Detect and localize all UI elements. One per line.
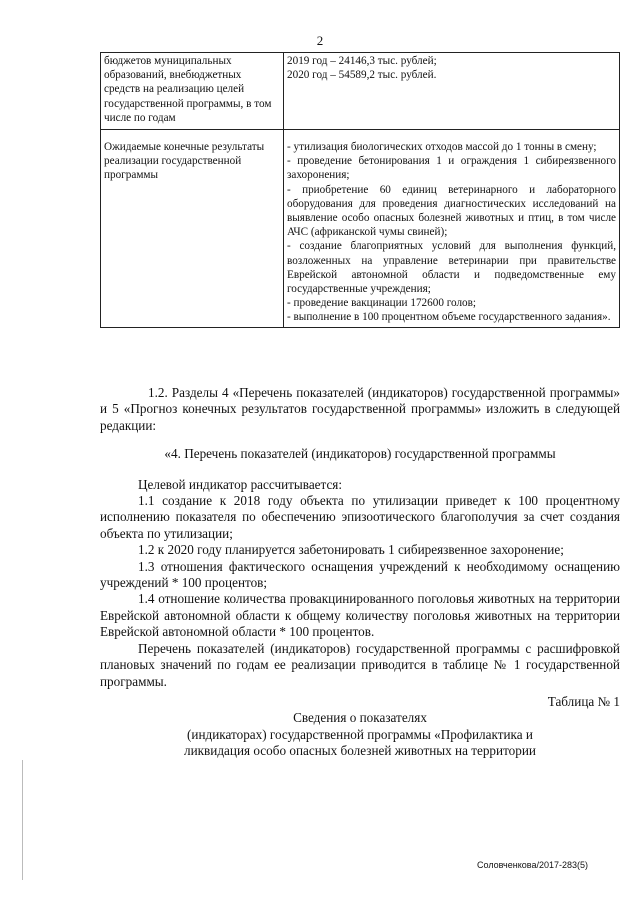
table-title-line: Сведения о показателях [293, 710, 427, 726]
document-body [100, 385, 620, 760]
target-intro: Целевой индикатор рассчитывается: [138, 476, 343, 492]
row-label: бюджетов муниципальных образований, внебюджетных средств на реализацию целей государственной программы, в том числе по годам [101, 53, 284, 130]
table-title-line: ликвидация особо опасных болезней животных на территории [184, 743, 536, 759]
section-heading: «4. Перечень показателей (индикаторов) государственной программы [164, 446, 556, 462]
funding-line: 2020 год – 54589,2 тыс. рублей. [287, 69, 437, 82]
row-label: Ожидаемые конечные результаты реализации государственной программы [101, 130, 284, 328]
result-item: - утилизация биологических отходов массой до 1 тонны в смену; [287, 141, 597, 153]
intro-paragraph: 1.2. Разделы 4 «Перечень показателей (индикаторов) государственной программы» и 5 «Прогноз конечных результатов государственной программы» изложить в следующей редакции: [100, 385, 620, 433]
indicator-item: 1.2 к 2020 году планируется забетонировать 1 сибиреязвенное захоронение; [138, 542, 564, 558]
result-item: - приобретение 60 единиц ветеринарного и лабораторного оборудования для проведения диагностических исследований на выявление особо опасных болезней животных и птиц, в том числе АЧС (африканской чумы свиней); [287, 183, 616, 239]
result-item: - проведение вакцинации 172600 голов; [287, 297, 477, 310]
indicator-item: 1.1 создание к 2018 году объекта по утилизации приведет к 100 процентному исполнению показателя по обеспечению эпизоотического благополучия за счет создания объекта по утилизации; [100, 493, 620, 541]
indicator-item: 1.3 отношения фактического оснащения учреждений к необходимому оснащению учреждений * 100 процентов; [100, 558, 620, 591]
result-item: - выполнение в 100 процентном объеме государственного задания». [287, 311, 611, 324]
table-row [101, 130, 620, 328]
list-paragraph: Перечень показателей (индикаторов) государственной программы с расшифровкой плановых значений по годам ее реализации приводится в таблице № 1 государственной программы. [100, 640, 620, 689]
indicator-item: 1.4 отношение количества провакцинированного поголовья животных на территории Еврейской автономной области к общему количеству поголовья животных на территории Еврейской автономной области * 100 процентов. [100, 591, 620, 640]
table-label: Таблица № 1 [547, 693, 620, 709]
row-value [284, 53, 620, 130]
row-value [284, 130, 620, 328]
table-title-line: (индикаторах) государственной программы «Профилактика и [187, 726, 533, 742]
page-number: 2 [316, 33, 324, 48]
table-row [101, 53, 620, 130]
result-item: - проведение бетонирования 1 и ограждения 1 сибиреязвенного захоронения; [287, 155, 616, 182]
program-passport-table [100, 52, 620, 328]
scan-margin-line [22, 760, 23, 880]
result-item: - создание благоприятных условий для выполнения функций, возложенных на управление ветеринарии при правительстве Еврейской автономной области и подведомственные ему государственные учреждения; [287, 240, 616, 296]
funding-line: 2019 год – 24146,3 тыс. рублей; [287, 55, 437, 67]
footer-code: Соловченкова/2017-283(5) [477, 860, 588, 870]
